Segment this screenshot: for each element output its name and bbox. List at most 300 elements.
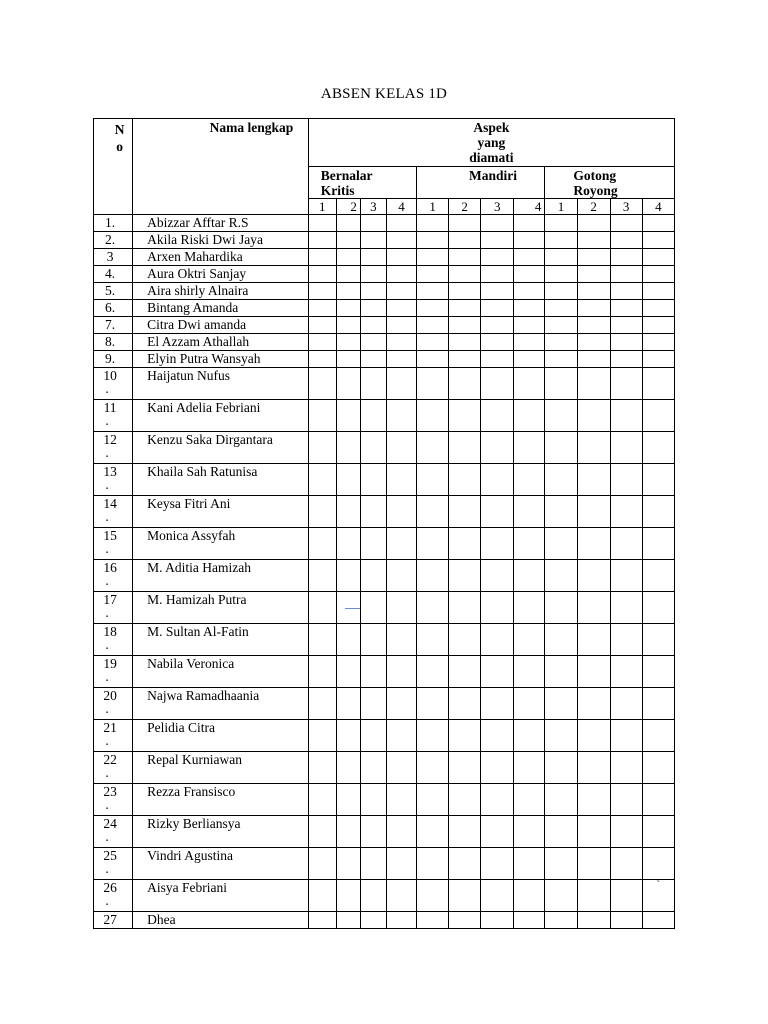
score-cell[interactable] — [642, 351, 674, 368]
score-cell[interactable] — [417, 592, 449, 624]
score-cell[interactable] — [577, 283, 610, 300]
score-cell[interactable] — [610, 351, 642, 368]
score-cell[interactable] — [308, 624, 336, 656]
score-cell[interactable] — [514, 624, 545, 656]
score-cell[interactable] — [545, 656, 577, 688]
score-cell[interactable] — [481, 752, 514, 784]
score-cell[interactable] — [449, 624, 481, 656]
score-cell[interactable] — [481, 848, 514, 880]
score-cell[interactable] — [308, 688, 336, 720]
score-cell[interactable] — [610, 432, 642, 464]
score-cell[interactable] — [336, 400, 360, 432]
score-cell[interactable] — [360, 752, 386, 784]
score-cell[interactable] — [308, 784, 336, 816]
score-cell[interactable] — [386, 249, 416, 266]
score-cell[interactable] — [545, 752, 577, 784]
score-cell[interactable] — [514, 720, 545, 752]
score-cell[interactable] — [308, 317, 336, 334]
score-cell[interactable] — [308, 656, 336, 688]
score-cell[interactable] — [642, 368, 674, 400]
score-cell[interactable] — [545, 496, 577, 528]
score-cell[interactable] — [308, 848, 336, 880]
score-cell[interactable] — [642, 720, 674, 752]
score-cell[interactable] — [481, 215, 514, 232]
score-cell[interactable] — [577, 215, 610, 232]
score-cell[interactable] — [610, 368, 642, 400]
score-cell[interactable] — [610, 215, 642, 232]
score-cell[interactable] — [514, 215, 545, 232]
score-cell[interactable] — [610, 528, 642, 560]
score-cell[interactable] — [308, 334, 336, 351]
score-cell[interactable] — [481, 249, 514, 266]
score-cell[interactable] — [360, 283, 386, 300]
score-cell[interactable] — [577, 784, 610, 816]
score-cell[interactable] — [514, 784, 545, 816]
score-cell[interactable] — [514, 656, 545, 688]
score-cell[interactable] — [360, 688, 386, 720]
score-cell[interactable] — [514, 432, 545, 464]
score-cell[interactable] — [360, 334, 386, 351]
score-cell[interactable] — [577, 688, 610, 720]
score-cell[interactable] — [360, 432, 386, 464]
score-cell[interactable] — [336, 592, 360, 624]
score-cell[interactable] — [417, 300, 449, 317]
score-cell[interactable] — [481, 624, 514, 656]
score-cell[interactable] — [481, 432, 514, 464]
score-cell[interactable] — [577, 368, 610, 400]
score-cell[interactable] — [545, 592, 577, 624]
score-cell[interactable] — [417, 496, 449, 528]
score-cell[interactable] — [481, 784, 514, 816]
score-cell[interactable] — [481, 496, 514, 528]
score-cell[interactable] — [360, 656, 386, 688]
score-cell[interactable] — [545, 784, 577, 816]
score-cell[interactable] — [577, 351, 610, 368]
score-cell[interactable] — [449, 720, 481, 752]
score-cell[interactable] — [417, 752, 449, 784]
score-cell[interactable] — [336, 560, 360, 592]
score-cell[interactable] — [610, 496, 642, 528]
score-cell[interactable] — [545, 283, 577, 300]
score-cell[interactable] — [449, 816, 481, 848]
score-cell[interactable] — [577, 528, 610, 560]
score-cell[interactable] — [360, 880, 386, 912]
score-cell[interactable] — [336, 720, 360, 752]
score-cell[interactable] — [417, 720, 449, 752]
score-cell[interactable] — [610, 592, 642, 624]
score-cell[interactable] — [449, 560, 481, 592]
score-cell[interactable] — [481, 912, 514, 929]
score-cell[interactable] — [514, 816, 545, 848]
score-cell[interactable] — [360, 624, 386, 656]
score-cell[interactable] — [545, 249, 577, 266]
score-cell[interactable] — [514, 560, 545, 592]
score-cell[interactable] — [336, 432, 360, 464]
score-cell[interactable] — [417, 880, 449, 912]
score-cell[interactable] — [481, 720, 514, 752]
score-cell[interactable] — [481, 368, 514, 400]
score-cell[interactable] — [481, 592, 514, 624]
score-cell[interactable] — [514, 880, 545, 912]
score-cell[interactable] — [360, 848, 386, 880]
score-cell[interactable] — [449, 300, 481, 317]
score-cell[interactable] — [642, 880, 674, 912]
score-cell[interactable] — [386, 266, 416, 283]
score-cell[interactable] — [610, 656, 642, 688]
score-cell[interactable] — [514, 266, 545, 283]
score-cell[interactable] — [577, 816, 610, 848]
score-cell[interactable] — [336, 688, 360, 720]
score-cell[interactable] — [577, 400, 610, 432]
score-cell[interactable] — [577, 317, 610, 334]
score-cell[interactable] — [360, 816, 386, 848]
score-cell[interactable] — [514, 317, 545, 334]
score-cell[interactable] — [449, 283, 481, 300]
score-cell[interactable] — [577, 496, 610, 528]
score-cell[interactable] — [308, 880, 336, 912]
score-cell[interactable] — [308, 912, 336, 929]
score-cell[interactable] — [336, 752, 360, 784]
score-cell[interactable] — [417, 283, 449, 300]
score-cell[interactable] — [545, 215, 577, 232]
score-cell[interactable] — [336, 300, 360, 317]
score-cell[interactable] — [336, 317, 360, 334]
score-cell[interactable] — [610, 816, 642, 848]
score-cell[interactable] — [308, 266, 336, 283]
score-cell[interactable] — [577, 720, 610, 752]
score-cell[interactable] — [514, 300, 545, 317]
score-cell[interactable] — [308, 496, 336, 528]
score-cell[interactable] — [610, 784, 642, 816]
score-cell[interactable] — [577, 300, 610, 317]
score-cell[interactable] — [642, 334, 674, 351]
score-cell[interactable] — [360, 400, 386, 432]
score-cell[interactable] — [545, 688, 577, 720]
score-cell[interactable] — [545, 912, 577, 929]
score-cell[interactable] — [545, 317, 577, 334]
score-cell[interactable] — [308, 215, 336, 232]
score-cell[interactable] — [360, 720, 386, 752]
score-cell[interactable] — [336, 496, 360, 528]
score-cell[interactable] — [386, 880, 416, 912]
score-cell[interactable] — [514, 368, 545, 400]
score-cell[interactable] — [336, 368, 360, 400]
score-cell[interactable] — [308, 283, 336, 300]
score-cell[interactable] — [545, 816, 577, 848]
score-cell[interactable] — [308, 400, 336, 432]
score-cell[interactable] — [481, 351, 514, 368]
score-cell[interactable] — [514, 848, 545, 880]
score-cell[interactable] — [386, 400, 416, 432]
score-cell[interactable] — [545, 720, 577, 752]
score-cell[interactable] — [481, 232, 514, 249]
score-cell[interactable] — [449, 334, 481, 351]
score-cell[interactable] — [360, 232, 386, 249]
score-cell[interactable] — [642, 232, 674, 249]
score-cell[interactable] — [386, 300, 416, 317]
score-cell[interactable] — [360, 784, 386, 816]
score-cell[interactable] — [642, 592, 674, 624]
score-cell[interactable] — [308, 432, 336, 464]
score-cell[interactable] — [417, 656, 449, 688]
score-cell[interactable] — [417, 432, 449, 464]
score-cell[interactable] — [417, 232, 449, 249]
score-cell[interactable] — [577, 464, 610, 496]
score-cell[interactable] — [449, 464, 481, 496]
score-cell[interactable] — [336, 656, 360, 688]
score-cell[interactable] — [449, 880, 481, 912]
score-cell[interactable] — [481, 334, 514, 351]
score-cell[interactable] — [610, 912, 642, 929]
score-cell[interactable] — [360, 368, 386, 400]
score-cell[interactable] — [610, 400, 642, 432]
score-cell[interactable] — [386, 784, 416, 816]
score-cell[interactable] — [360, 496, 386, 528]
score-cell[interactable] — [417, 784, 449, 816]
score-cell[interactable] — [610, 848, 642, 880]
score-cell[interactable] — [545, 368, 577, 400]
score-cell[interactable] — [610, 266, 642, 283]
score-cell[interactable] — [386, 752, 416, 784]
score-cell[interactable] — [577, 232, 610, 249]
score-cell[interactable] — [545, 848, 577, 880]
score-cell[interactable] — [610, 300, 642, 317]
score-cell[interactable] — [545, 232, 577, 249]
score-cell[interactable] — [481, 266, 514, 283]
score-cell[interactable] — [642, 496, 674, 528]
score-cell[interactable] — [417, 624, 449, 656]
score-cell[interactable] — [308, 351, 336, 368]
score-cell[interactable] — [449, 215, 481, 232]
score-cell[interactable] — [514, 232, 545, 249]
score-cell[interactable] — [642, 560, 674, 592]
score-cell[interactable] — [386, 496, 416, 528]
score-cell[interactable] — [386, 688, 416, 720]
score-cell[interactable] — [336, 528, 360, 560]
score-cell[interactable] — [386, 912, 416, 929]
score-cell[interactable] — [336, 266, 360, 283]
score-cell[interactable] — [577, 880, 610, 912]
score-cell[interactable] — [308, 560, 336, 592]
score-cell[interactable] — [308, 592, 336, 624]
score-cell[interactable] — [577, 624, 610, 656]
score-cell[interactable] — [577, 432, 610, 464]
score-cell[interactable] — [449, 351, 481, 368]
score-cell[interactable] — [336, 351, 360, 368]
score-cell[interactable] — [642, 215, 674, 232]
score-cell[interactable] — [577, 560, 610, 592]
score-cell[interactable] — [610, 688, 642, 720]
score-cell[interactable] — [417, 816, 449, 848]
score-cell[interactable] — [360, 215, 386, 232]
score-cell[interactable] — [449, 528, 481, 560]
score-cell[interactable] — [336, 283, 360, 300]
score-cell[interactable] — [386, 232, 416, 249]
score-cell[interactable] — [610, 560, 642, 592]
score-cell[interactable] — [481, 528, 514, 560]
score-cell[interactable] — [449, 496, 481, 528]
score-cell[interactable] — [449, 232, 481, 249]
score-cell[interactable] — [642, 266, 674, 283]
score-cell[interactable] — [360, 528, 386, 560]
score-cell[interactable] — [449, 656, 481, 688]
score-cell[interactable] — [481, 656, 514, 688]
score-cell[interactable] — [610, 317, 642, 334]
score-cell[interactable] — [449, 266, 481, 283]
score-cell[interactable] — [417, 912, 449, 929]
score-cell[interactable] — [449, 752, 481, 784]
score-cell[interactable] — [336, 624, 360, 656]
score-cell[interactable] — [481, 300, 514, 317]
score-cell[interactable] — [545, 624, 577, 656]
score-cell[interactable] — [514, 249, 545, 266]
score-cell[interactable] — [545, 560, 577, 592]
score-cell[interactable] — [545, 528, 577, 560]
score-cell[interactable] — [610, 249, 642, 266]
score-cell[interactable] — [514, 400, 545, 432]
score-cell[interactable] — [642, 300, 674, 317]
score-cell[interactable] — [449, 688, 481, 720]
score-cell[interactable] — [642, 848, 674, 880]
score-cell[interactable] — [449, 317, 481, 334]
score-cell[interactable] — [308, 368, 336, 400]
score-cell[interactable] — [545, 880, 577, 912]
score-cell[interactable] — [308, 249, 336, 266]
score-cell[interactable] — [336, 784, 360, 816]
score-cell[interactable] — [449, 368, 481, 400]
score-cell[interactable] — [360, 300, 386, 317]
score-cell[interactable] — [514, 688, 545, 720]
score-cell[interactable] — [642, 400, 674, 432]
score-cell[interactable] — [514, 592, 545, 624]
score-cell[interactable] — [642, 249, 674, 266]
score-cell[interactable] — [336, 215, 360, 232]
score-cell[interactable] — [386, 351, 416, 368]
score-cell[interactable] — [610, 624, 642, 656]
score-cell[interactable] — [610, 334, 642, 351]
score-cell[interactable] — [417, 249, 449, 266]
score-cell[interactable] — [336, 816, 360, 848]
score-cell[interactable] — [386, 656, 416, 688]
score-cell[interactable] — [514, 528, 545, 560]
score-cell[interactable] — [336, 848, 360, 880]
score-cell[interactable] — [308, 720, 336, 752]
score-cell[interactable] — [386, 592, 416, 624]
score-cell[interactable] — [577, 249, 610, 266]
score-cell[interactable] — [386, 560, 416, 592]
score-cell[interactable] — [386, 624, 416, 656]
score-cell[interactable] — [308, 816, 336, 848]
score-cell[interactable] — [642, 464, 674, 496]
score-cell[interactable] — [417, 848, 449, 880]
score-cell[interactable] — [449, 432, 481, 464]
score-cell[interactable] — [360, 912, 386, 929]
score-cell[interactable] — [360, 592, 386, 624]
score-cell[interactable] — [449, 592, 481, 624]
score-cell[interactable] — [449, 912, 481, 929]
score-cell[interactable] — [449, 848, 481, 880]
score-cell[interactable] — [417, 368, 449, 400]
score-cell[interactable] — [577, 656, 610, 688]
score-cell[interactable] — [577, 848, 610, 880]
score-cell[interactable] — [417, 688, 449, 720]
score-cell[interactable] — [481, 283, 514, 300]
score-cell[interactable] — [336, 464, 360, 496]
score-cell[interactable] — [545, 334, 577, 351]
score-cell[interactable] — [577, 752, 610, 784]
score-cell[interactable] — [360, 464, 386, 496]
score-cell[interactable] — [514, 334, 545, 351]
score-cell[interactable] — [610, 752, 642, 784]
score-cell[interactable] — [514, 912, 545, 929]
score-cell[interactable] — [449, 249, 481, 266]
score-cell[interactable] — [481, 560, 514, 592]
score-cell[interactable] — [386, 432, 416, 464]
score-cell[interactable] — [481, 464, 514, 496]
score-cell[interactable] — [514, 283, 545, 300]
score-cell[interactable] — [360, 266, 386, 283]
score-cell[interactable] — [386, 283, 416, 300]
score-cell[interactable] — [642, 656, 674, 688]
score-cell[interactable] — [642, 528, 674, 560]
score-cell[interactable] — [386, 334, 416, 351]
score-cell[interactable] — [449, 784, 481, 816]
score-cell[interactable] — [386, 368, 416, 400]
score-cell[interactable] — [360, 351, 386, 368]
score-cell[interactable] — [308, 464, 336, 496]
score-cell[interactable] — [417, 464, 449, 496]
score-cell[interactable] — [417, 266, 449, 283]
score-cell[interactable] — [545, 400, 577, 432]
score-cell[interactable] — [610, 720, 642, 752]
score-cell[interactable] — [642, 688, 674, 720]
score-cell[interactable] — [481, 816, 514, 848]
score-cell[interactable] — [545, 464, 577, 496]
score-cell[interactable] — [481, 400, 514, 432]
score-cell[interactable] — [577, 912, 610, 929]
score-cell[interactable] — [481, 317, 514, 334]
score-cell[interactable] — [386, 317, 416, 334]
score-cell[interactable] — [360, 317, 386, 334]
score-cell[interactable] — [449, 400, 481, 432]
score-cell[interactable] — [642, 784, 674, 816]
score-cell[interactable] — [577, 592, 610, 624]
score-cell[interactable] — [336, 249, 360, 266]
score-cell[interactable] — [417, 351, 449, 368]
score-cell[interactable] — [417, 560, 449, 592]
score-cell[interactable] — [577, 266, 610, 283]
score-cell[interactable] — [514, 464, 545, 496]
score-cell[interactable] — [417, 317, 449, 334]
score-cell[interactable] — [308, 300, 336, 317]
score-cell[interactable] — [386, 464, 416, 496]
score-cell[interactable] — [610, 464, 642, 496]
score-cell[interactable] — [308, 752, 336, 784]
score-cell[interactable] — [336, 334, 360, 351]
score-cell[interactable] — [308, 232, 336, 249]
score-cell[interactable] — [610, 283, 642, 300]
score-cell[interactable] — [642, 432, 674, 464]
score-cell[interactable] — [360, 249, 386, 266]
score-cell[interactable] — [642, 624, 674, 656]
score-cell[interactable] — [360, 560, 386, 592]
score-cell[interactable] — [336, 912, 360, 929]
score-cell[interactable] — [642, 283, 674, 300]
score-cell[interactable] — [386, 848, 416, 880]
score-cell[interactable] — [642, 317, 674, 334]
score-cell[interactable] — [642, 912, 674, 929]
score-cell[interactable] — [577, 334, 610, 351]
